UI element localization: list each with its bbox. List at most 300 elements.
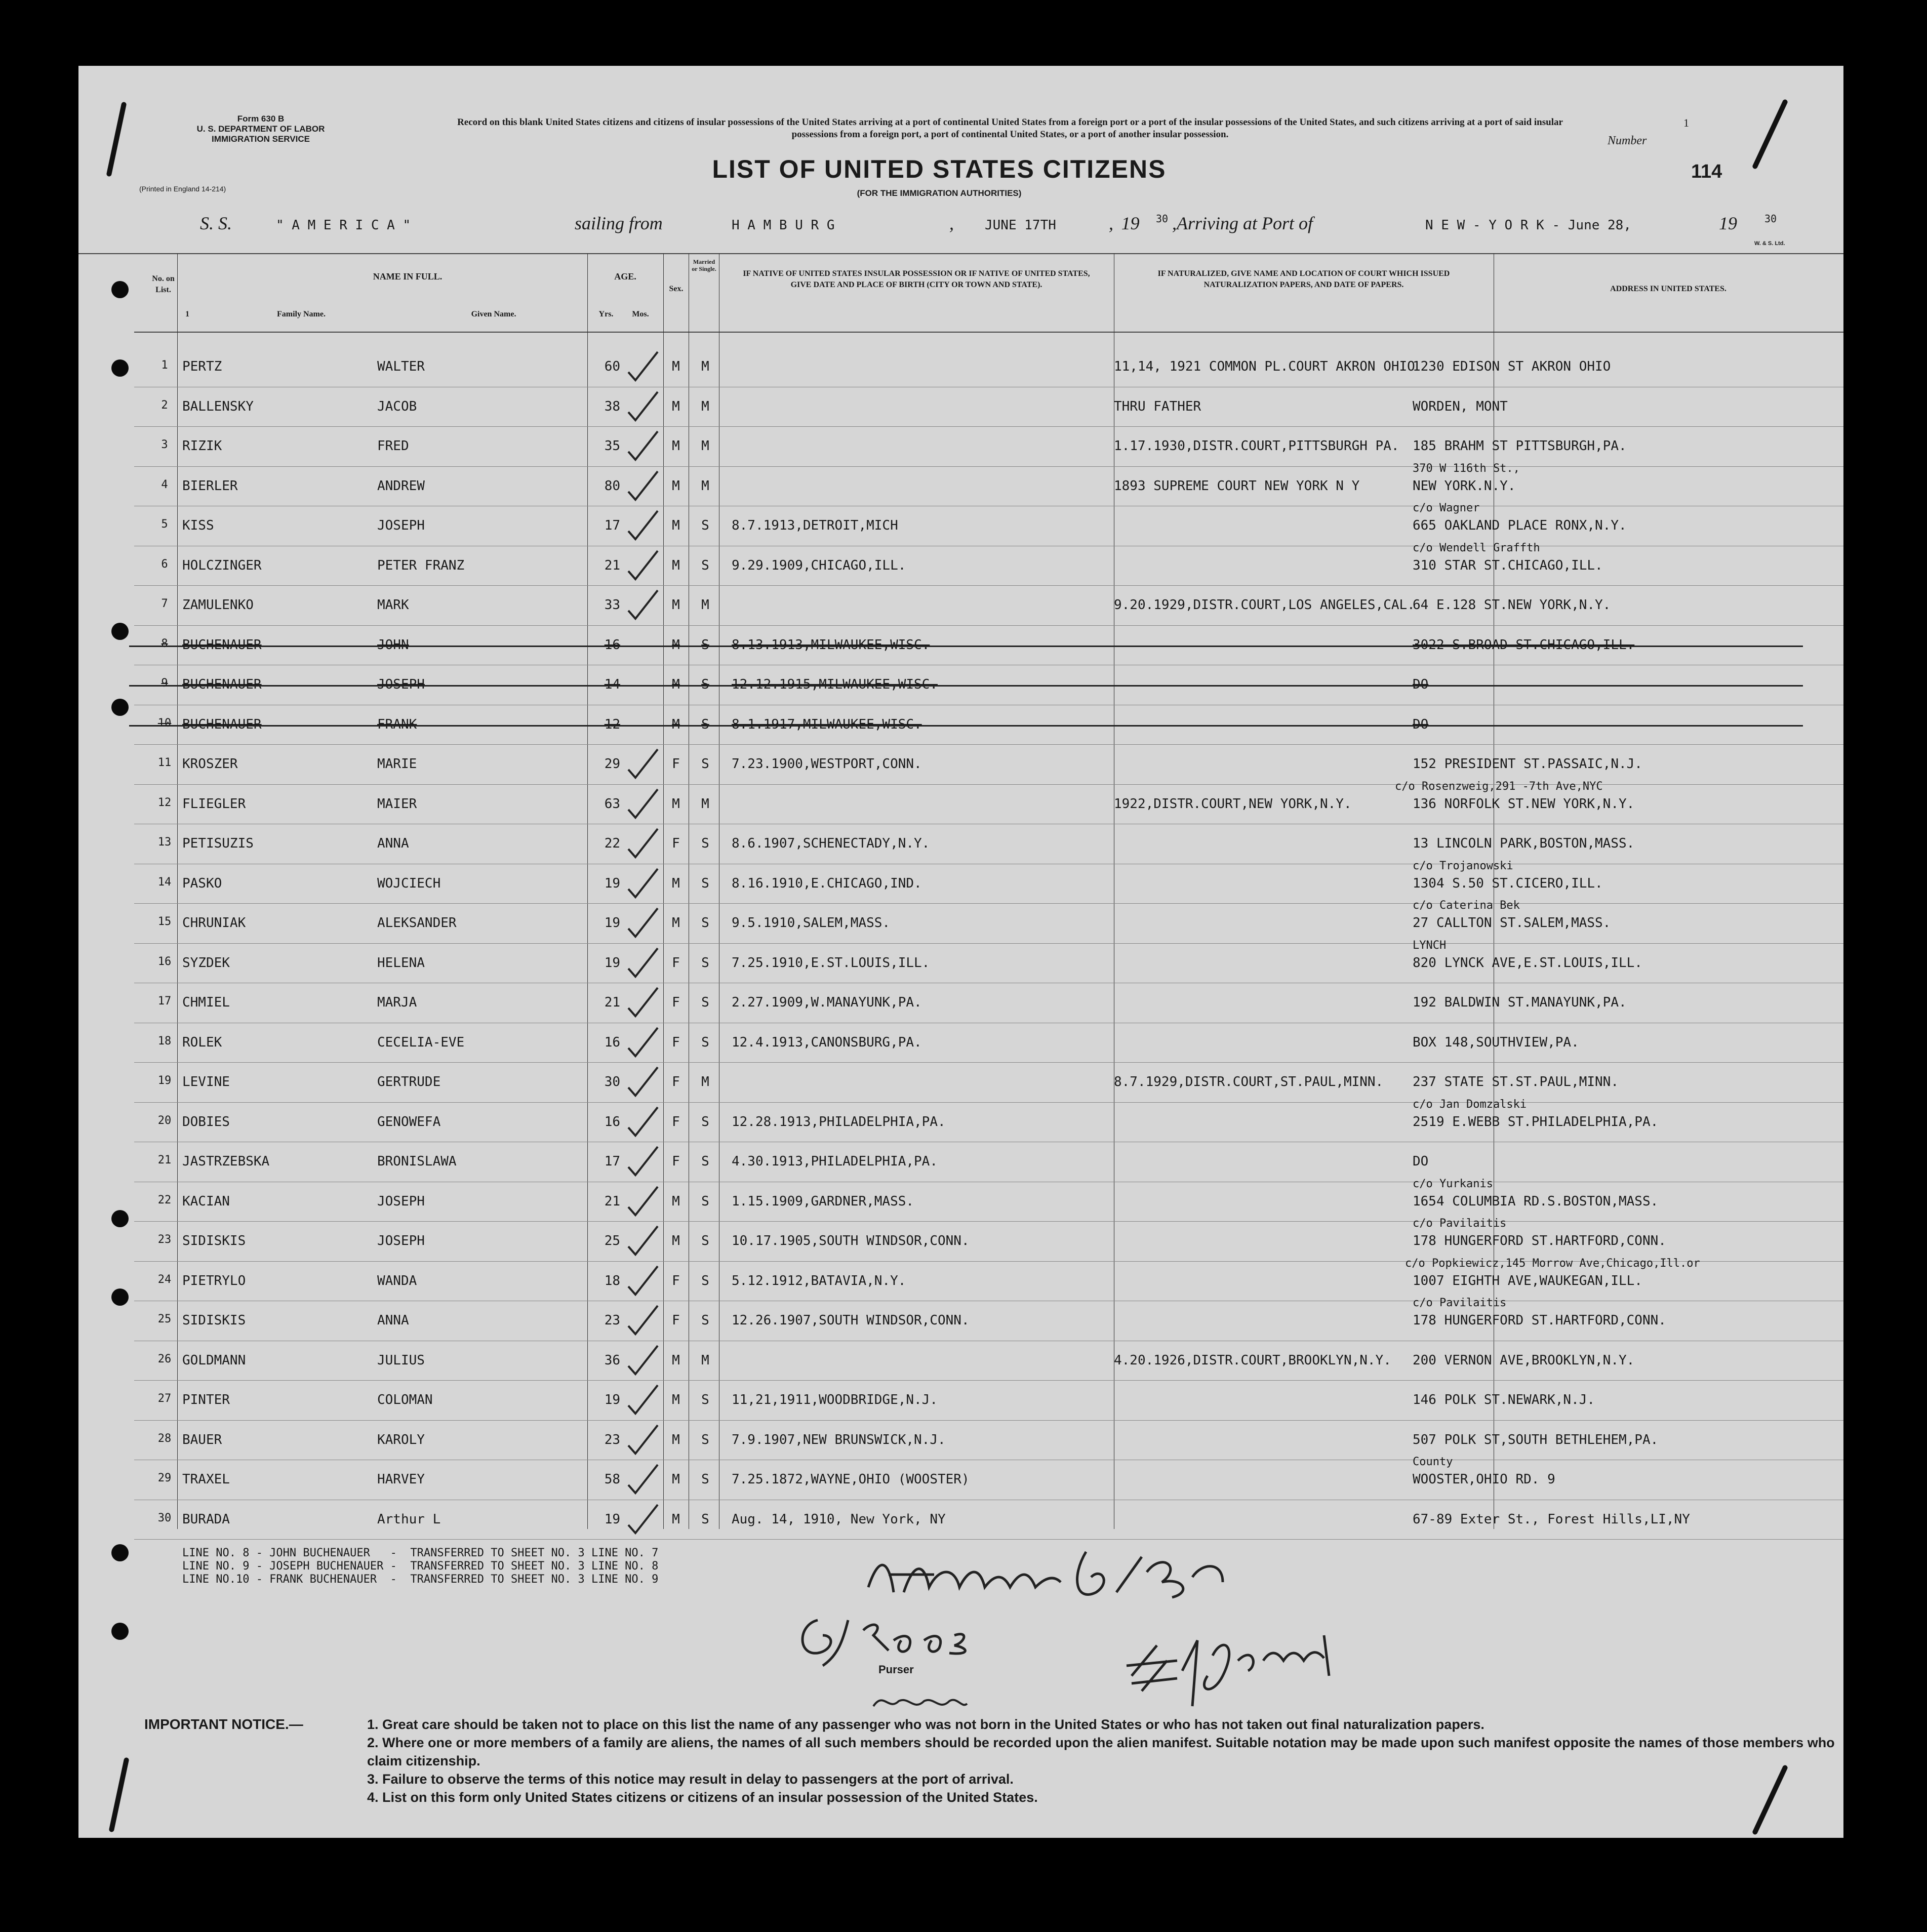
corner-mark	[109, 1757, 130, 1833]
table-row	[78, 1420, 1843, 1460]
col-naturalized: IF NATURALIZED, GIVE NAME AND LOCATION OF COURT WHICH ISSUED NATURALIZATION PAPERS, AND DATE OF PAPERS.	[1157, 269, 1450, 289]
table-row	[78, 462, 1843, 506]
number-value: 1	[1683, 116, 1689, 129]
given-name: HARVEY	[377, 1472, 425, 1487]
care-of-note: c/o Trojanowski	[1413, 859, 1513, 872]
us-address: 820 LYNCK AVE,E.ST.LOUIS,ILL.	[1413, 955, 1642, 971]
row-number: 10	[157, 716, 172, 730]
family-name: KISS	[182, 518, 214, 533]
row-number: 20	[157, 1114, 172, 1127]
family-name: RIZIK	[182, 438, 222, 454]
age: 19	[604, 1392, 620, 1407]
us-address: 13 LINCOLN PARK,BOSTON,MASS.	[1413, 836, 1635, 851]
us-address: 2519 E.WEBB ST.PHILADELPHIA,PA.	[1413, 1114, 1659, 1130]
marital-status: S	[701, 1432, 709, 1447]
marital-status: M	[701, 796, 709, 812]
sex: M	[672, 915, 680, 931]
birth-info: 7.23.1900,WESTPORT,CONN.	[732, 756, 922, 772]
marital-status: S	[701, 1392, 709, 1407]
age: 58	[604, 1472, 620, 1487]
us-address: 178 HUNGERFORD ST.HARTFORD,CONN.	[1413, 1233, 1666, 1249]
col-yrs: Yrs.	[598, 310, 614, 318]
strikethrough-line	[129, 685, 1803, 687]
row-number: 24	[157, 1273, 172, 1286]
purser-signature	[787, 1605, 1051, 1671]
row-number: 8	[161, 637, 168, 650]
given-name: PETER FRANZ	[377, 557, 465, 573]
us-address: 136 NORFOLK ST.NEW YORK,N.Y.	[1413, 796, 1635, 812]
given-name: BRONISLAWA	[377, 1154, 457, 1169]
sex: M	[672, 1392, 680, 1407]
birth-info: 8.6.1907,SCHENECTADY,N.Y.	[732, 836, 930, 851]
table-row	[78, 983, 1843, 1022]
us-address: DO	[1413, 677, 1429, 692]
table-row	[78, 899, 1843, 943]
service: IMMIGRATION SERVICE	[212, 134, 310, 144]
check-mark-icon	[625, 1145, 661, 1177]
marital-status: M	[701, 359, 709, 374]
age: 21	[604, 1193, 620, 1209]
marital-status: S	[701, 1193, 709, 1209]
us-address: 310 STAR ST.CHICAGO,ILL.	[1413, 557, 1603, 573]
us-address: 64 E.128 ST.NEW YORK,N.Y.	[1413, 597, 1611, 613]
sex: M	[672, 796, 680, 812]
sex: M	[672, 398, 680, 414]
given-name: ANDREW	[377, 478, 425, 494]
naturalization-info: 1.17.1930,DISTR.COURT,PITTSBURGH PA.	[1114, 438, 1399, 454]
check-mark-icon	[625, 588, 661, 621]
care-of-note: c/o Yurkanis	[1413, 1177, 1493, 1190]
family-mark: 1	[185, 310, 189, 318]
check-mark-icon	[625, 549, 661, 581]
family-name: PINTER	[182, 1392, 230, 1407]
given-name: CECELIA-EVE	[377, 1034, 465, 1050]
sex: M	[672, 359, 680, 374]
row-number: 3	[161, 438, 168, 451]
age: 16	[604, 1034, 620, 1050]
check-mark-icon	[625, 429, 661, 462]
naturalization-info: 11,14, 1921 COMMON PL.COURT AKRON OHIO	[1114, 359, 1415, 374]
marital-status: S	[701, 875, 709, 891]
manifest-sheet: Form 630 B U. S. DEPARTMENT OF LABOR IMMIGRATION SERVICE (Printed in England 14-214) Record on this blank United States citizens and citizens of insular possessions of the United States arriving at a port of continental United States from a foreign port or a port of the insular possessions of the United States, and such citizens arriving at a port of said insular possessions from a foreign port, a port of continental United States, or a port of another insular possession. LIST OF UNITED STATES CITIZENS (FOR THE IMMIGRATION AUTHORITIES) 1 Number 114 S. S. " A M E R I C A " sailing from H A M B U R G , JUNE 17TH , 19 30 ,Arriving at Port of N E W - Y O R K - June 28, 19 30 W. & S. Ltd. No. on List. NAME IN FULL. 1 Family Name. Given Name. AGE. Yrs. Mos. Sex. Married or Single. IF NATIVE OF UNITED STATES INSULAR POSSESSION OR IF NATIVE OF UNITED STATES, GIVE DATE AND PLACE OF BIRTH (CITY OR TOWN AND STATE). IF NATURALIZED, GIVE NAME AND LOCATION OF COURT WHICH ISSUED NATURALIZATION PAPERS, AND DATE OF PAPERS. ADDRESS IN UNITED STATES. 1 PERTZ WALTER 60 M M 11,14, 1921 COMMON PL.COURT AKRON OHIO 1230 EDISON ST AKRON OHIO 2 BALLENSKY JACOB 38 M M THRU FATHER WORDEN, MONT 3 RIZIK FRED 35 M M 1.17.1930,DISTR.COURT,PITTSBURGH PA. 185 BRAHM ST PITTSBURGH,PA. 4 BIERLER ANDREW 80 M M 1893 SUPREME COURT NEW YORK N Y NEW YORK.N.Y. 370 W 116th St., 5 KISS JOSEPH 17 M S 8.7.1913,DETROIT,MICH 665 OAKLAND PLACE RONX,N.Y. c/o Wagner 6 HOLCZINGER PETER FRANZ 21 M S 9.29.1909,CHICAGO,ILL. 310 STAR ST.CHICAGO,ILL. c/o Wendell Graffth 7 ZAMULENKO MARK 33 M M 9.20.1929,DISTR.COURT,LOS ANGELES,CAL. 64 E.128 ST.NEW YORK,N.Y. 8 BUCHENAUER JOHN 16 M S 8.13.1913,MILWAUKEE,WISC. 3022 S.BROAD ST.CHICAGO,ILL. 9 BUCHENAUER JOSEPH 14 M S 12.12.1915,MILWAUKEE,WISC. DO 10 BUCHENAUER FRANK 12 M S 8.1.1917,MILWAUKEE,WISC. DO 11 KROSZER MARIE 29 F S 7.23.1900,WESTPORT,CONN. 152 PRESIDENT ST.PASSAIC,N.J. 12 FLIEGLER MAIER 63 M M 1922,DISTR.COURT,NEW YORK,N.Y. 136 NORFOLK ST.NEW YORK,N.Y. c/o Rosenzweig,291 -7th Ave,NYC 13 PETISUZIS ANNA 22 F S 8.6.1907,SCHENECTADY,N.Y. 13 LINCOLN PARK,BOSTON,MASS. 14 PASKO WOJCIECH 19 M S 8.16.1910,E.CHICAGO,IND. 1304 S.50 ST.CICERO,ILL. c/o Trojanowski 15 CHRUNIAK ALEKSANDER 19 M S 9.5.1910,SALEM,MASS. 27 CALLTON ST.SALEM,MASS. c/o Caterina Bek 16 SYZDEK HELENA 19 F S 7.25.1910,E.ST.LOUIS,ILL. 820 LYNCK AVE,E.ST.LOUIS,ILL. LYNCH 17 CHMIEL MARJA 21 F S 2.27.1909,W.MANAYUNK,PA. 192 BALDWIN ST.MANAYUNK,PA. 18 ROLEK CECELIA-EVE 16 F S 12.4.1913,CANONSBURG,PA. BOX 148,SOUTHVIEW,PA. 19 LEVINE GERTRUDE 30 F M 8.7.1929,DISTR.COURT,ST.PAUL,MINN. 237 STATE ST.ST.PAUL,MINN. 20 DOBIES GENOWEFA 16 F S 12.28.1913,PHILADELPHIA,PA. 2519 E.WEBB ST.PHILADELPHIA,PA. c/o Jan Domzalski 21 JASTRZEBSKA BRONISLAWA 17 F S 4.30.1913,PHILADELPHIA,PA. DO 22 KACIAN JOSEPH 21 M S 1.15.1909,GARDNER,MASS. 1654 COLUMBIA RD.S.BOSTON,MASS. c/o Yurkanis 23 SIDISKIS JOSEPH 25 M S 10.17.1905,SOUTH WINDSOR,CONN. 178 HUNGERFORD ST.HARTFORD,CONN. c/o Pavilaitis 24 PIETRYLO WANDA 18 F S 5.12.1912,BATAVIA,N.Y. 1007 EIGHTH AVE,WAUKEGAN,ILL. c/o Popkiewicz,145 Morrow Ave,Chicago,Ill.or 25 SIDISKIS ANNA 23 F S 12.26.1907,SOUTH WINDSOR,CONN. 178 HUNGERFORD ST.HARTFORD,CONN. c/o Pavilaitis 26 GOLDMANN JULIUS 36 M M 4.20.1926,DISTR.COURT,BROOKLYN,N.Y. 200 VERNON AVE,BROOKLYN,N.Y. 27 PINTER COLOMAN 19 M S 11,21,1911,WOODBRIDGE,N.J. 146 POLK ST.NEWARK,N.J. 28 BAUER KAROLY 23 M S 7.9.1907,NEW BRUNSWICK,N.J. 507 POLK ST,SOUTH BETHLEHEM,PA. 29 TRAXEL HARVEY 58 M S 7.25.1872,WAYNE,OHIO (WOOSTER) WOOSTER,OHIO RD. 9 County 30 BURADA Arthur L 19 M S Aug. 14, 1910, New York, NY 67-89 Exter St., Forest Hills,LI,NY LINE NO. 8 - JOHN BUCHENAUER - TRANSFERRED TO SHEET NO. 3 LINE NO. 7 LINE NO. 9 - JOSEPH BUCHENAUER - TRANSFERRED TO SHEET NO. 3 LINE NO. 8 LINE NO.10 - FRANK BUCHENAUER - TRANSFERRED TO SHEET NO. 3 LINE NO. 9 Purser IMPORTANT NOTICE.— 1. Great care should be taken not to place on this list the name of any passenger who was not born in the United States or who has not taken out final naturalization papers. 2. Where one or more members of a family are aliens, the names of all such members should be recorded upon the alien manifest. Suitable notation may be made upon such manifest opposite the names of those members who claim citizenship. 3. Failure to observe the terms of this notice may result in delay to passengers at the port of arrival. 4. List on this form only United States citizens or citizens of an insular possession of the United States.	[78, 66, 1843, 1838]
table-row	[78, 824, 1843, 863]
purser-label: Purser	[878, 1663, 914, 1676]
given-name: MARK	[377, 597, 409, 613]
sex: M	[672, 438, 680, 454]
given-name: ANNA	[377, 1313, 409, 1328]
table-row	[78, 1023, 1843, 1062]
birth-info: 7.25.1872,WAYNE,OHIO (WOOSTER)	[732, 1472, 970, 1487]
table-row	[78, 541, 1843, 585]
check-mark-icon	[625, 906, 661, 939]
age: 18	[604, 1273, 620, 1289]
check-mark-icon	[625, 1026, 661, 1058]
family-name: PETISUZIS	[182, 836, 254, 851]
table-header-rule	[134, 332, 1843, 333]
table-row	[78, 1062, 1843, 1102]
check-mark-icon	[625, 1105, 661, 1138]
given-name: JOHN	[377, 637, 409, 653]
given-name: KAROLY	[377, 1432, 425, 1447]
family-name: GOLDMANN	[182, 1352, 246, 1368]
given-name: JACOB	[377, 398, 417, 414]
check-mark-icon	[625, 827, 661, 859]
notice-items	[367, 1715, 1835, 1806]
row-number: 29	[157, 1472, 172, 1484]
us-address: 146 POLK ST.NEWARK,N.J.	[1413, 1392, 1595, 1407]
birth-info: 10.17.1905,SOUTH WINDSOR,CONN.	[732, 1233, 970, 1249]
arrive-year-prefix: 19	[1719, 213, 1737, 233]
check-mark-icon	[625, 390, 661, 422]
row-number: 16	[157, 955, 172, 968]
check-mark-icon	[625, 986, 661, 1018]
us-address: WOOSTER,OHIO RD. 9	[1413, 1472, 1555, 1487]
birth-info: 5.12.1912,BATAVIA,N.Y.	[732, 1273, 906, 1289]
col-age: AGE.	[614, 271, 636, 281]
table-row	[78, 1177, 1843, 1221]
us-address: 192 BALDWIN ST.MANAYUNK,PA.	[1413, 995, 1627, 1010]
age: 30	[604, 1074, 620, 1090]
check-mark-icon	[625, 1185, 661, 1217]
age: 25	[604, 1233, 620, 1249]
check-mark-icon	[625, 946, 661, 979]
age: 36	[604, 1352, 620, 1368]
family-name: KROSZER	[182, 756, 238, 772]
marital-status: S	[701, 836, 709, 851]
row-number: 2	[161, 398, 168, 412]
record-instructions: Record on this blank United States citizens and citizens of insular possessions of the United States arriving at a port of continental United States from a foreign port or a port of the insular possessions of the United States, and such citizens arriving at a port of said insular possessions from a foreign port, a port of continental United States, or a port of another insular possession.	[457, 117, 1563, 140]
given-name: GENOWEFA	[377, 1114, 441, 1130]
table-row	[78, 387, 1843, 426]
marital-status: S	[701, 1233, 709, 1249]
birth-info: 7.25.1910,E.ST.LOUIS,ILL.	[732, 955, 930, 971]
marital-status: S	[701, 557, 709, 573]
family-name: BALLENSKY	[182, 398, 254, 414]
given-name: MAIER	[377, 796, 417, 812]
marital-status: S	[701, 955, 709, 971]
col-birth: IF NATIVE OF UNITED STATES INSULAR POSSESSION OR IF NATIVE OF UNITED STATES, GIVE DATE AND PLACE OF BIRTH (CITY OR TOWN AND STATE).	[743, 269, 1090, 289]
given-name: JOSEPH	[377, 677, 425, 692]
col-address: ADDRESS IN UNITED STATES.	[1610, 285, 1727, 293]
check-mark-icon	[625, 509, 661, 541]
notice-item: 2. Where one or more members of a family are aliens, the names of all such members should be recorded upon the alien manifest. Suitable notation may be made upon such manifest opposite the names of those members who claim citizenship.	[367, 1735, 1835, 1768]
given-name: GERTRUDE	[377, 1074, 441, 1090]
naturalization-info: 8.7.1929,DISTR.COURT,ST.PAUL,MINN.	[1114, 1074, 1384, 1090]
check-mark-icon	[625, 1423, 661, 1456]
table-top-rule	[78, 253, 1843, 254]
care-of-note: c/o Caterina Bek	[1413, 899, 1520, 912]
table-row	[78, 780, 1843, 824]
naturalization-info: 4.20.1926,DISTR.COURT,BROOKLYN,N.Y.	[1114, 1352, 1391, 1368]
inspector-signature	[858, 1547, 1243, 1607]
us-address: 237 STATE ST.ST.PAUL,MINN.	[1413, 1074, 1619, 1090]
number-label: Number	[1608, 134, 1647, 147]
voyage-line	[200, 213, 232, 234]
transfer-note: LINE NO.10 - FRANK BUCHENAUER - TRANSFERRED TO SHEET NO. 3 LINE NO. 9	[182, 1573, 659, 1586]
given-name: JOSEPH	[377, 1233, 425, 1249]
family-name: BUCHENAUER	[182, 716, 262, 732]
sex: F	[672, 1074, 680, 1090]
us-address: DO	[1413, 1154, 1429, 1169]
row-number: 27	[157, 1392, 172, 1405]
marital-status: S	[701, 995, 709, 1010]
marital-status: M	[701, 438, 709, 454]
birth-info: 9.29.1909,CHICAGO,ILL.	[732, 557, 906, 573]
sex: M	[672, 1472, 680, 1487]
age: 12	[604, 716, 620, 732]
sex: F	[672, 756, 680, 772]
birth-info: 2.27.1909,W.MANAYUNK,PA.	[732, 995, 922, 1010]
age: 35	[604, 438, 620, 454]
birth-info: 12.4.1913,CANONSBURG,PA.	[732, 1034, 922, 1050]
us-address: 507 POLK ST,SOUTH BETHLEHEM,PA.	[1413, 1432, 1659, 1447]
birth-info: 8.13.1913,MILWAUKEE,WISC.	[732, 637, 930, 653]
sex: F	[672, 1273, 680, 1289]
table-row	[78, 1297, 1843, 1340]
care-of-note: c/o Jan Domzalski	[1413, 1098, 1527, 1111]
marital-status: S	[701, 518, 709, 533]
age: 19	[604, 915, 620, 931]
family-name: FLIEGLER	[182, 796, 246, 812]
table-row	[78, 1341, 1843, 1380]
family-name: CHMIEL	[182, 995, 230, 1010]
sex: F	[672, 1034, 680, 1050]
notice-lead: IMPORTANT NOTICE.—	[144, 1716, 303, 1732]
sex: M	[672, 1233, 680, 1249]
us-address: 665 OAKLAND PLACE RONX,N.Y.	[1413, 518, 1627, 533]
family-name: KACIAN	[182, 1193, 230, 1209]
sex: M	[672, 716, 680, 732]
sex: M	[672, 1511, 680, 1527]
us-address: 1007 EIGHTH AVE,WAUKEGAN,ILL.	[1413, 1273, 1642, 1289]
port-to: N E W - Y O R K - June 28,	[1425, 218, 1631, 233]
naturalization-info: THRU FATHER	[1114, 398, 1201, 414]
age: 17	[604, 518, 620, 533]
us-address: 27 CALLTON ST.SALEM,MASS.	[1413, 915, 1611, 931]
us-address: 1230 EDISON ST AKRON OHIO	[1413, 359, 1611, 374]
col-family: Family Name.	[277, 310, 326, 318]
table-row	[78, 1142, 1843, 1181]
age: 63	[604, 796, 620, 812]
corner-mark	[1752, 99, 1788, 170]
age: 19	[604, 1511, 620, 1527]
inspector-annotation	[1121, 1615, 1354, 1711]
col-sex: Sex.	[669, 285, 684, 293]
marital-status: S	[701, 1511, 709, 1527]
sheet-number: 114	[1691, 161, 1722, 182]
row-number: 17	[157, 995, 172, 1008]
notice-item: 4. List on this form only United States citizens or citizens of an insular possession of the United States.	[367, 1790, 1038, 1805]
marital-status: S	[701, 1114, 709, 1130]
table-row	[78, 705, 1843, 744]
table-row	[78, 585, 1843, 625]
table-row	[78, 1098, 1843, 1142]
row-number: 23	[157, 1233, 172, 1246]
age: 21	[604, 995, 620, 1010]
given-name: Arthur L	[377, 1511, 441, 1527]
care-of-note: 370 W 116th St.,	[1413, 462, 1520, 475]
care-of-note: c/o Pavilaitis	[1413, 1297, 1507, 1309]
age: 16	[604, 637, 620, 653]
marital-status: M	[701, 398, 709, 414]
given-name: MARJA	[377, 995, 417, 1010]
family-name: TRAXEL	[182, 1472, 230, 1487]
strikethrough-line	[129, 646, 1803, 647]
check-mark-icon	[625, 1463, 661, 1495]
transfer-note: LINE NO. 8 - JOHN BUCHENAUER - TRANSFERRED TO SHEET NO. 3 LINE NO. 7	[182, 1547, 659, 1559]
check-mark-icon	[625, 747, 661, 780]
sailing-label: sailing from	[575, 213, 663, 233]
check-mark-icon	[625, 787, 661, 820]
given-name: HELENA	[377, 955, 425, 971]
col-married: Married or Single.	[692, 258, 716, 272]
ss-label: S. S.	[200, 213, 232, 233]
check-mark-icon	[625, 1224, 661, 1257]
table-row	[78, 744, 1843, 784]
row-number: 18	[157, 1034, 172, 1048]
family-name: HOLCZINGER	[182, 557, 262, 573]
given-name: COLOMAN	[377, 1392, 433, 1407]
birth-info: 12.26.1907,SOUTH WINDSOR,CONN.	[732, 1313, 970, 1328]
birth-info: 12.12.1915,MILWAUKEE,WISC.	[732, 677, 938, 692]
notice-item: 1. Great care should be taken not to place on this list the name of any passenger who was not born in the United States or who has not taken out final naturalization papers.	[367, 1717, 1484, 1732]
arriving-label: Arriving at Port of	[1177, 213, 1313, 233]
age: 17	[604, 1154, 620, 1169]
us-address: 152 PRESIDENT ST.PASSAIC,N.J.	[1413, 756, 1642, 772]
check-mark-icon	[625, 1065, 661, 1098]
purser-initials	[868, 1686, 970, 1716]
sex: F	[672, 836, 680, 851]
check-mark-icon	[625, 1264, 661, 1297]
age: 60	[604, 359, 620, 374]
sex: M	[672, 1432, 680, 1447]
age: 23	[604, 1313, 620, 1328]
given-name: FRED	[377, 438, 409, 454]
age: 19	[604, 955, 620, 971]
age: 22	[604, 836, 620, 851]
department: U. S. DEPARTMENT OF LABOR	[196, 124, 325, 134]
punch-hole	[111, 281, 129, 298]
row-number: 28	[157, 1432, 172, 1445]
table-row	[78, 1456, 1843, 1499]
punch-hole	[111, 1623, 129, 1640]
family-name: BUCHENAUER	[182, 677, 262, 692]
family-name: BIERLER	[182, 478, 238, 494]
family-name: CHRUNIAK	[182, 915, 246, 931]
age: 14	[604, 677, 620, 692]
row-number: 12	[157, 796, 172, 809]
care-of-note: c/o Rosenzweig,291 -7th Ave,NYC	[1395, 780, 1603, 793]
given-name: MARIE	[377, 756, 417, 772]
sex: M	[672, 875, 680, 891]
age: 29	[604, 756, 620, 772]
age: 38	[604, 398, 620, 414]
family-name: PASKO	[182, 875, 222, 891]
marital-status: M	[701, 1352, 709, 1368]
us-address: WORDEN, MONT	[1413, 398, 1508, 414]
marital-status: S	[701, 1273, 709, 1289]
age: 80	[604, 478, 620, 494]
birth-info: 8.1.1917,MILWAUKEE,WISC.	[732, 716, 922, 732]
care-of-note: County	[1413, 1456, 1453, 1468]
given-name: WOJCIECH	[377, 875, 441, 891]
birth-info: 1.15.1909,GARDNER,MASS.	[732, 1193, 914, 1209]
year-prefix: 19	[1121, 213, 1140, 233]
given-name: ALEKSANDER	[377, 915, 457, 931]
row-number: 7	[161, 597, 168, 610]
given-name: JOSEPH	[377, 518, 425, 533]
row-number: 1	[161, 359, 168, 372]
us-address: 1304 S.50 ST.CICERO,ILL.	[1413, 875, 1603, 891]
check-mark-icon	[625, 350, 661, 382]
transfer-note: LINE NO. 9 - JOSEPH BUCHENAUER - TRANSFERRED TO SHEET NO. 3 LINE NO. 8	[182, 1560, 659, 1573]
family-name: SIDISKIS	[182, 1233, 246, 1249]
form-identifier	[139, 114, 382, 144]
family-name: BURADA	[182, 1511, 230, 1527]
family-name: ROLEK	[182, 1034, 222, 1050]
care-of-note: c/o Wagner	[1413, 502, 1480, 514]
birth-info: 8.7.1913,DETROIT,MICH	[732, 518, 898, 533]
family-name: SIDISKIS	[182, 1313, 246, 1328]
birth-info: 12.28.1913,PHILADELPHIA,PA.	[732, 1114, 946, 1130]
table-row	[78, 1380, 1843, 1420]
sex: M	[672, 1193, 680, 1209]
birth-info: 11,21,1911,WOODBRIDGE,N.J.	[732, 1392, 938, 1407]
row-number: 13	[157, 836, 172, 849]
sex: M	[672, 677, 680, 692]
care-of-note: c/o Wendell Graffth	[1413, 541, 1540, 554]
us-address: 1654 COLUMBIA RD.S.BOSTON,MASS.	[1413, 1193, 1659, 1209]
family-name: DOBIES	[182, 1114, 230, 1130]
us-address: BOX 148,SOUTHVIEW,PA.	[1413, 1034, 1579, 1050]
given-name: WANDA	[377, 1273, 417, 1289]
check-mark-icon	[625, 1344, 661, 1376]
table-row	[78, 426, 1843, 466]
family-name: BAUER	[182, 1432, 222, 1447]
marital-status: M	[701, 1074, 709, 1090]
table-row	[78, 347, 1843, 386]
us-address: 3022 S.BROAD ST.CHICAGO,ILL.	[1413, 637, 1635, 653]
col-no: No. on List.	[152, 274, 175, 294]
punch-hole	[111, 1544, 129, 1561]
age: 16	[604, 1114, 620, 1130]
sex: M	[672, 637, 680, 653]
birth-info: 8.16.1910,E.CHICAGO,IND.	[732, 875, 922, 891]
us-address: 178 HUNGERFORD ST.HARTFORD,CONN.	[1413, 1313, 1666, 1328]
depart-year: 30	[1156, 213, 1169, 225]
row-number: 9	[161, 677, 168, 690]
family-name: PERTZ	[182, 359, 222, 374]
age: 23	[604, 1432, 620, 1447]
sex: F	[672, 955, 680, 971]
birth-info: Aug. 14, 1910, New York, NY	[732, 1511, 946, 1527]
table-row	[78, 939, 1843, 983]
table-row	[78, 625, 1843, 665]
marital-status: M	[701, 478, 709, 494]
birth-info: 4.30.1913,PHILADELPHIA,PA.	[732, 1154, 938, 1169]
page-subtitle: (FOR THE IMMIGRATION AUTHORITIES)	[857, 188, 1022, 198]
given-name: WALTER	[377, 359, 425, 374]
care-of-note: c/o Popkiewicz,145 Morrow Ave,Chicago,Ill.or	[1405, 1257, 1700, 1270]
age: 33	[604, 597, 620, 613]
printer-mark: W. & S. Ltd.	[1754, 240, 1785, 247]
row-number: 26	[157, 1352, 172, 1365]
given-name: JOSEPH	[377, 1193, 425, 1209]
table-row	[78, 1257, 1843, 1301]
page-title: LIST OF UNITED STATES CITIZENS	[712, 155, 1167, 183]
row-number: 11	[157, 756, 172, 769]
marital-status: S	[701, 756, 709, 772]
